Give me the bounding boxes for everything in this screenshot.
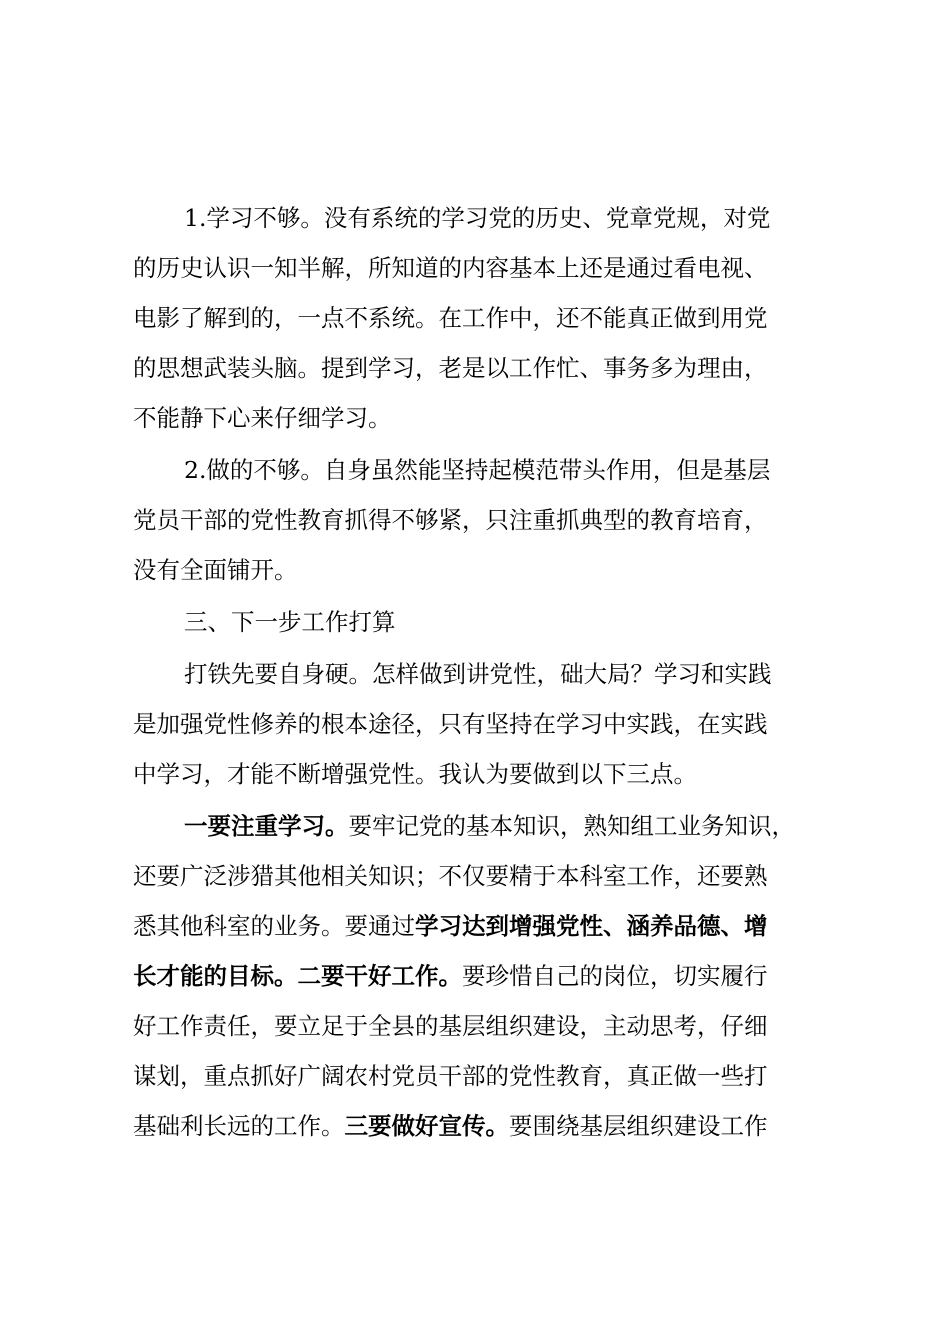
heading-text: 三、下一步工作打算 (184, 608, 396, 636)
bold-text: 长才能的目标。二要干好工作。 (133, 962, 462, 990)
paragraph-line (133, 1106, 833, 1146)
text-span: 要珍惜自己的岗位，切实履行 (462, 962, 768, 990)
paragraph-line (133, 500, 833, 540)
text-span: 不能静下心来仔细学习。 (133, 404, 392, 432)
text-span: 是加强党性修养的根本途径，只有坚持在学习中实践，在实践 (133, 710, 768, 738)
paragraph-line (133, 906, 833, 946)
bold-text: 一要注重学习。 (184, 812, 349, 840)
text-span: 的历史认识一知半解，所知道的内容基本上还是通过看电视、 (133, 254, 768, 282)
paragraph-line (184, 654, 834, 694)
text-span: 电影了解到的，一点不系统。在工作中，还不能真正做到用党 (133, 304, 768, 332)
text-span: 2.做的不够。自身虽然能坚持起模范带头作用，但是基层 (184, 456, 771, 484)
paragraph-line (133, 704, 833, 744)
text-span: 谋划，重点抓好广阔农村党员干部的党性教育，真正做一些打 (133, 1062, 768, 1090)
text-span: 没有全面铺开。 (133, 556, 298, 584)
bold-text: 学习达到增强党性、涵养品德、增 (415, 912, 768, 940)
paragraph-line (133, 856, 833, 896)
paragraph-line (133, 298, 833, 338)
text-span: 中学习，才能不断增强党性。我认为要做到以下三点。 (133, 760, 697, 788)
paragraph-line (184, 450, 834, 490)
paragraph-line (133, 348, 833, 388)
bold-text: 三要做好宣传。 (344, 1112, 509, 1140)
paragraph-line (133, 956, 833, 996)
text-span: 要围绕基层组织建设工作 (509, 1112, 768, 1140)
paragraph-line (133, 1056, 833, 1096)
text-span: 悉其他科室的业务。要通过 (133, 912, 415, 940)
paragraph-line (133, 550, 833, 590)
paragraph-line (133, 1006, 833, 1046)
paragraph-line (133, 754, 833, 794)
section-heading (184, 602, 834, 642)
text-span: 要牢记党的基本知识，熟知组工业务知识， (348, 812, 795, 840)
text-span: 1.学习不够。没有系统的学习党的历史、党章党规，对党 (184, 204, 771, 232)
text-span: 好工作责任，要立足于全县的基层组织建设，主动思考，仔细 (133, 1012, 768, 1040)
paragraph-line (133, 248, 833, 288)
text-span: 还要广泛涉猎其他相关知识；不仅要精于本科室工作，还要熟 (133, 862, 768, 890)
paragraph-line (184, 198, 834, 238)
paragraph-line (184, 806, 834, 846)
paragraph-line (133, 398, 833, 438)
text-span: 的思想武装头脑。提到学习，老是以工作忙、事务多为理由， (133, 354, 768, 382)
text-span: 党员干部的党性教育抓得不够紧，只注重抓典型的教育培育， (133, 506, 768, 534)
text-span: 基础利长远的工作。 (133, 1112, 345, 1140)
text-span: 打铁先要自身硬。怎样做到讲党性，础大局？学习和实践 (184, 660, 772, 688)
